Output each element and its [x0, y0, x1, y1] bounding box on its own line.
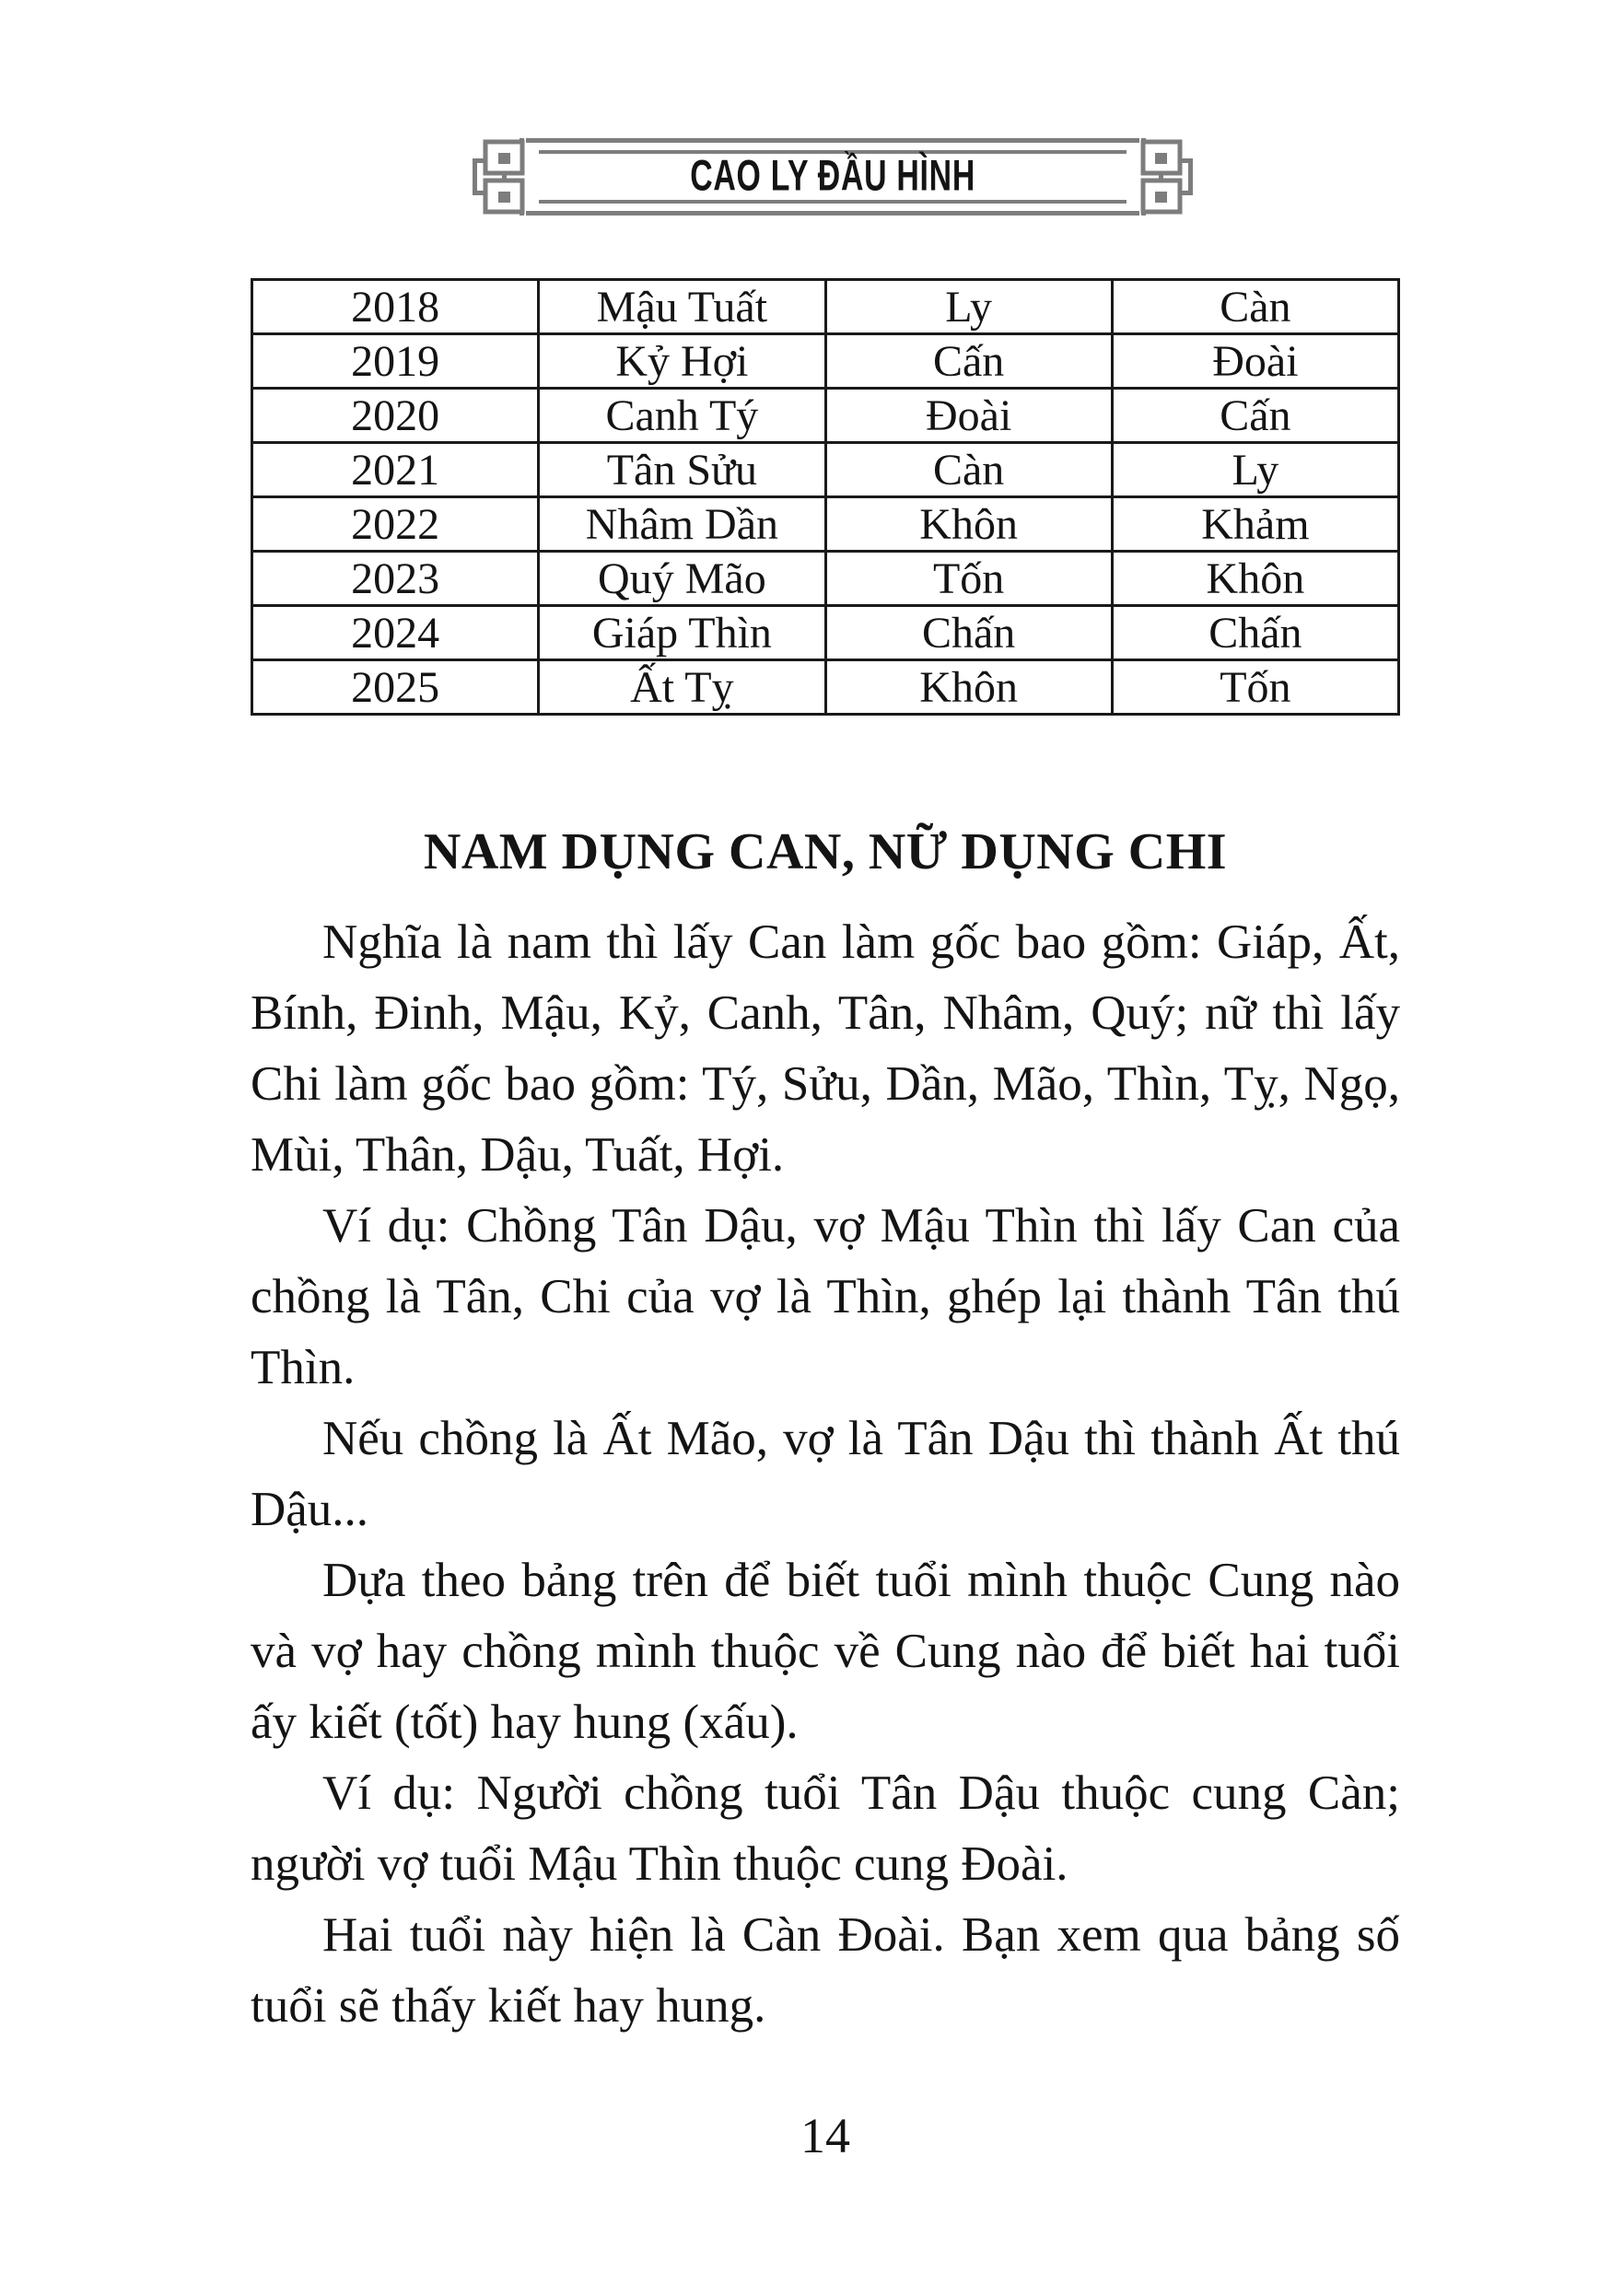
chapter-title: [473, 149, 1193, 200]
table-row: [252, 660, 1399, 715]
paragraph-1: Nghĩa là nam thì lấy Can làm gốc bao gồm: Giáp, Ất, Bính, Đinh, Mậu, Kỷ, Canh, Tân, Nhâm, Quý; nữ thì lấy Chi làm gốc bao gồm: Tý, Sửu, Dần, Mão, Thìn, Tỵ, Ngọ, Mùi, Thân, Dậu, Tuất, Hợi.: [251, 915, 1400, 1182]
year-cell: 2022: [252, 497, 539, 552]
canchi-cell: Nhâm Dần: [539, 497, 825, 552]
canchi-cell: Tân Sửu: [539, 443, 825, 497]
cung-nu-cell: Đoài: [1112, 334, 1398, 389]
year-cell: 2019: [252, 334, 539, 389]
table-row: [252, 606, 1399, 660]
cung-nu-cell: Khảm: [1112, 497, 1398, 552]
cung-nu-cell: Cấn: [1112, 389, 1398, 443]
year-cell: 2025: [252, 660, 539, 715]
table-row: [252, 334, 1399, 389]
cung-nam-cell: Chấn: [825, 606, 1112, 660]
table-row: [252, 443, 1399, 497]
table-row: [252, 280, 1399, 334]
cung-nam-cell: Khôn: [825, 497, 1112, 552]
paragraph-2: Ví dụ: Chồng Tân Dậu, vợ Mậu Thìn thì lấy Can của chồng là Tân, Chi của vợ là Thìn, ghép lại thành Tân thú Thìn.: [251, 1199, 1400, 1394]
year-cell: 2024: [252, 606, 539, 660]
cung-nu-cell: Ly: [1112, 443, 1398, 497]
cung-nu-cell: Càn: [1112, 280, 1398, 334]
page-number: 14: [800, 2108, 850, 2163]
cung-nu-cell: Khôn: [1112, 552, 1398, 606]
cung-nam-cell: Đoài: [825, 389, 1112, 443]
chapter-title-text: CAO LY ĐẦU HÌNH: [690, 150, 975, 200]
body-text: [251, 907, 1400, 2042]
year-cell: 2020: [252, 389, 539, 443]
cung-nu-cell: Tốn: [1112, 660, 1398, 715]
cung-nam-cell: Tốn: [825, 552, 1112, 606]
paragraph-5: Ví dụ: Người chồng tuổi Tân Dậu thuộc cung Càn; người vợ tuổi Mậu Thìn thuộc cung Đoài.: [251, 1766, 1400, 1891]
year-cell: 2018: [252, 280, 539, 334]
year-cung-table: [251, 278, 1400, 716]
year-cell: 2021: [252, 443, 539, 497]
cung-nu-cell: Chấn: [1112, 606, 1398, 660]
canchi-cell: Giáp Thìn: [539, 606, 825, 660]
canchi-cell: Ất Tỵ: [539, 660, 825, 715]
canchi-cell: Quý Mão: [539, 552, 825, 606]
paragraph-6: Hai tuổi này hiện là Càn Đoài. Bạn xem qua bảng số tuổi sẽ thấy kiết hay hung.: [251, 1908, 1400, 2033]
canchi-cell: Mậu Tuất: [539, 280, 825, 334]
cung-nam-cell: Càn: [825, 443, 1112, 497]
year-cell: 2023: [252, 552, 539, 606]
canchi-cell: Kỷ Hợi: [539, 334, 825, 389]
table-row: [252, 552, 1399, 606]
chapter-header-frame: [473, 138, 1193, 216]
section-heading: NAM DỤNG CAN, NỮ DỤNG CHI: [423, 823, 1228, 880]
cung-nam-cell: Khôn: [825, 660, 1112, 715]
table-row: [252, 389, 1399, 443]
cung-nam-cell: Cấn: [825, 334, 1112, 389]
cung-nam-cell: Ly: [825, 280, 1112, 334]
paragraph-3: Nếu chồng là Ất Mão, vợ là Tân Dậu thì thành Ất thú Dậu...: [251, 1412, 1400, 1536]
canchi-cell: Canh Tý: [539, 389, 825, 443]
table-row: [252, 497, 1399, 552]
paragraph-4: Dựa theo bảng trên để biết tuổi mình thuộc Cung nào và vợ hay chồng mình thuộc về Cung nào để biết hai tuổi ấy kiết (tốt) hay hung (xấu).: [251, 1554, 1400, 1749]
